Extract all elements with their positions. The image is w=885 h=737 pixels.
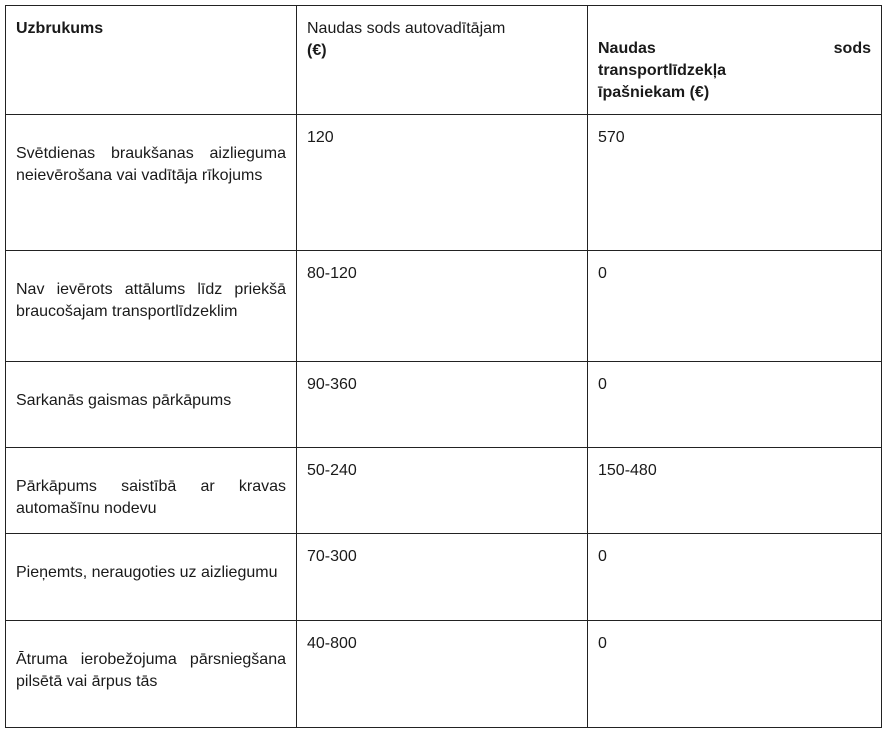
- table-row: [6, 115, 882, 251]
- driver-fine-cell: [297, 621, 588, 728]
- offense-text: Svētdienas braukšanas aizlieguma neievērošana vai vadītāja rīkojums: [16, 145, 286, 184]
- driver-fine-value: 90-360: [307, 376, 357, 393]
- driver-fine-cell: [297, 534, 588, 621]
- driver-fine-value: 40-800: [307, 635, 357, 652]
- driver-fine-cell: [297, 448, 588, 534]
- owner-fine-value: 0: [598, 265, 607, 282]
- table-row: [6, 534, 882, 621]
- driver-fine-value: 80-120: [307, 265, 357, 282]
- offense-cell: [6, 534, 297, 621]
- offense-cell: [6, 251, 297, 362]
- header-owner-fine-line1: [598, 38, 871, 60]
- owner-fine-value: 0: [598, 635, 607, 652]
- owner-fine-cell: [588, 448, 882, 534]
- owner-fine-cell: [588, 115, 882, 251]
- offense-cell: [6, 362, 297, 448]
- offense-cell: [6, 115, 297, 251]
- owner-fine-value: 150-480: [598, 462, 657, 479]
- header-owner-fine-word2: sods: [833, 40, 871, 57]
- owner-fine-value: 570: [598, 129, 625, 146]
- header-offense: [6, 6, 297, 115]
- owner-fine-cell: [588, 362, 882, 448]
- table-row: [6, 621, 882, 728]
- header-driver-fine-unit: (€): [307, 42, 327, 59]
- owner-fine-cell: [588, 621, 882, 728]
- header-row: [6, 6, 882, 115]
- header-owner-fine: [588, 6, 882, 115]
- driver-fine-value: 120: [307, 129, 334, 146]
- fines-table: [5, 5, 882, 728]
- header-owner-fine-line3: īpašniekam (€): [598, 84, 710, 101]
- driver-fine-value: 70-300: [307, 548, 357, 565]
- table-row: [6, 251, 882, 362]
- header-driver-fine-label: Naudas sods autovadītājam: [307, 20, 506, 37]
- offense-text: Nav ievērots attālums līdz priekšā braucošajam transportlīdzeklim: [16, 281, 286, 320]
- offense-text: Pārkāpums saistībā ar kravas automašīnu nodevu: [16, 478, 286, 517]
- driver-fine-cell: [297, 362, 588, 448]
- header-driver-fine: [297, 6, 588, 115]
- driver-fine-value: 50-240: [307, 462, 357, 479]
- header-owner-fine-word1: Naudas: [598, 40, 656, 57]
- table-row: [6, 448, 882, 534]
- driver-fine-cell: [297, 251, 588, 362]
- header-owner-fine-line2: transportlīdzekļa: [598, 62, 727, 79]
- owner-fine-cell: [588, 534, 882, 621]
- owner-fine-value: 0: [598, 548, 607, 565]
- header-offense-label: Uzbrukums: [16, 20, 104, 37]
- offense-cell: [6, 448, 297, 534]
- offense-text: Ātruma ierobežojuma pārsniegšana pilsētā vai ārpus tās: [16, 651, 286, 690]
- offense-cell: [6, 621, 297, 728]
- offense-text: Sarkanās gaismas pārkāpums: [16, 392, 232, 409]
- table-row: [6, 362, 882, 448]
- owner-fine-value: 0: [598, 376, 607, 393]
- owner-fine-cell: [588, 251, 882, 362]
- driver-fine-cell: [297, 115, 588, 251]
- offense-text: Pieņemts, neraugoties uz aizliegumu: [16, 564, 278, 581]
